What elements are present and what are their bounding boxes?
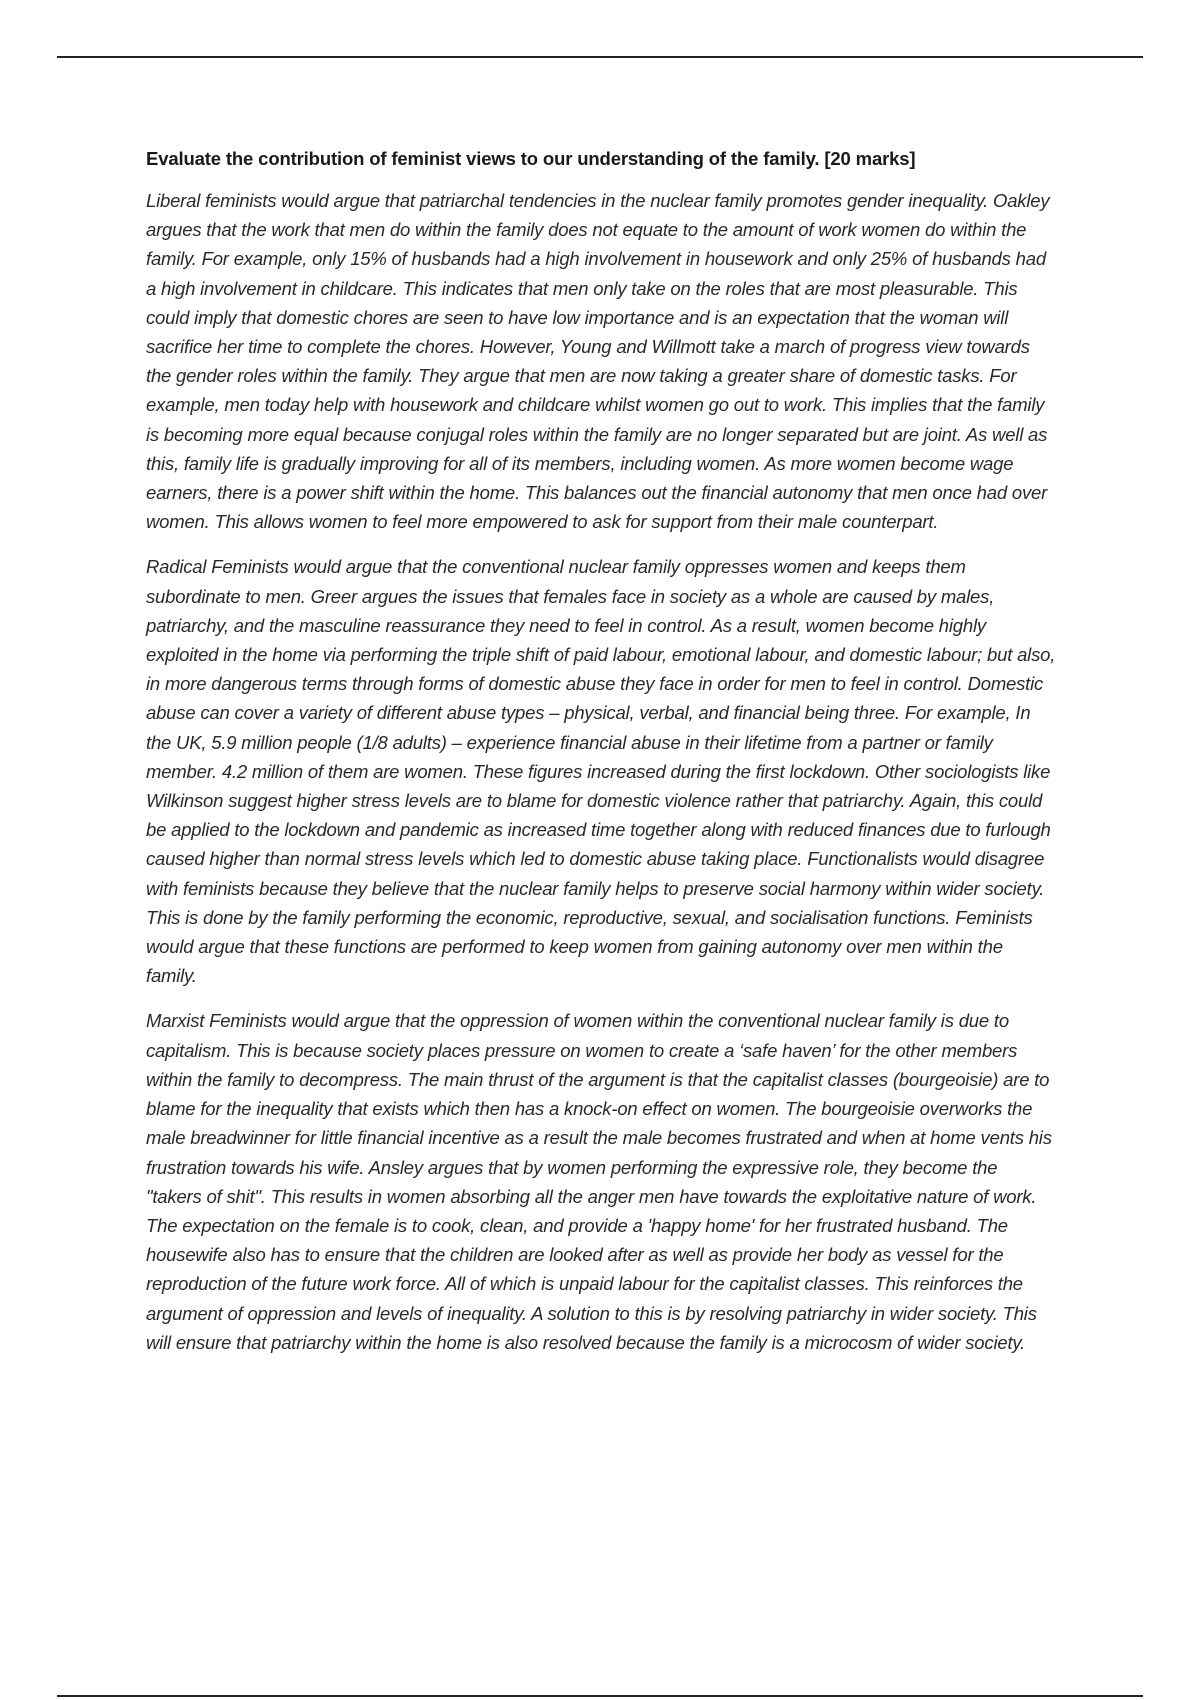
document-body bbox=[146, 146, 1056, 1373]
paragraph-liberal-feminists: Liberal feminists would argue that patriarchal tendencies in the nuclear family promotes gender inequality. Oakley argues that the work that men do within the family does not equate to the amount of work women do within the family. For example, only 15% of husbands had a high involvement in housework and only 25% of husbands had a high involvement in childcare. This indicates that men only take on the roles that are most pleasurable. This could imply that domestic chores are seen to have low importance and is an expectation that the woman will sacrifice her time to complete the chores. However, Young and Willmott take a march of progress view towards the gender roles within the family. They argue that men are now taking a greater share of domestic tasks. For example, men today help with housework and childcare whilst women go out to work. This implies that the family is becoming more equal because conjugal roles within the family are no longer separated but are joint. As well as this, family life is gradually improving for all of its members, including women. As more women become wage earners, there is a power shift within the home. This balances out the financial autonomy that men once had over women. This allows women to feel more empowered to ask for support from their male counterpart. bbox=[146, 190, 1050, 533]
header-rule bbox=[57, 56, 1143, 58]
footer-rule bbox=[57, 1695, 1143, 1697]
essay-question: Evaluate the contribution of feminist views to our understanding of the family. [20 marks] bbox=[146, 148, 916, 169]
paragraph-marxist-feminists: Marxist Feminists would argue that the oppression of women within the conventional nuclear family is due to capitalism. This is because society places pressure on women to create a ‘safe haven’ for the other members within the family to decompress. The main thrust of the argument is that the capitalist classes (bourgeoisie) are to blame for the inequality that exists which then has a knock-on effect on women. The bourgeoisie overworks the male breadwinner for little financial incentive as a result the male becomes frustrated and when at home vents his frustration towards his wife. Ansley argues that by women performing the expressive role, they become the "takers of shit". This results in women absorbing all the anger men have towards the exploitative nature of work. The expectation on the female is to cook, clean, and provide a 'happy home' for her frustrated husband. The housewife also has to ensure that the children are looked after as well as provide her body as vessel for the reproduction of the future work force. All of which is unpaid labour for the capitalist classes. This reinforces the argument of oppression and levels of inequality. A solution to this is by resolving patriarchy in wider society. This will ensure that patriarchy within the home is also resolved because the family is a microcosm of wider society. bbox=[146, 1010, 1052, 1353]
paragraph-radical-feminists: Radical Feminists would argue that the conventional nuclear family oppresses women and keeps them subordinate to men. Greer argues the issues that females face in society as a whole are caused by males, patriarchy, and the masculine reassurance they need to feel in control. As a result, women become highly exploited in the home via performing the triple shift of paid labour, emotional labour, and domestic labour; but also, in more dangerous terms through forms of domestic abuse they face in order for men to feel in control. Domestic abuse can cover a variety of different abuse types – physical, verbal, and financial being three. For example, In the UK, 5.9 million people (1/8 adults) – experience financial abuse in their lifetime from a partner or family member. 4.2 million of them are women. These figures increased during the first lockdown. Other sociologists like Wilkinson suggest higher stress levels are to blame for domestic violence rather that patriarchy. Again, this could be applied to the lockdown and pandemic as increased time together along with reduced finances due to furlough caused higher than normal stress levels which led to domestic abuse taking place. Functionalists would disagree with feminists because they believe that the nuclear family helps to preserve social harmony within wider society. This is done by the family performing the economic, reproductive, sexual, and socialisation functions. Feminists would argue that these functions are performed to keep women from gaining autonomy over men within the family. bbox=[146, 556, 1056, 987]
